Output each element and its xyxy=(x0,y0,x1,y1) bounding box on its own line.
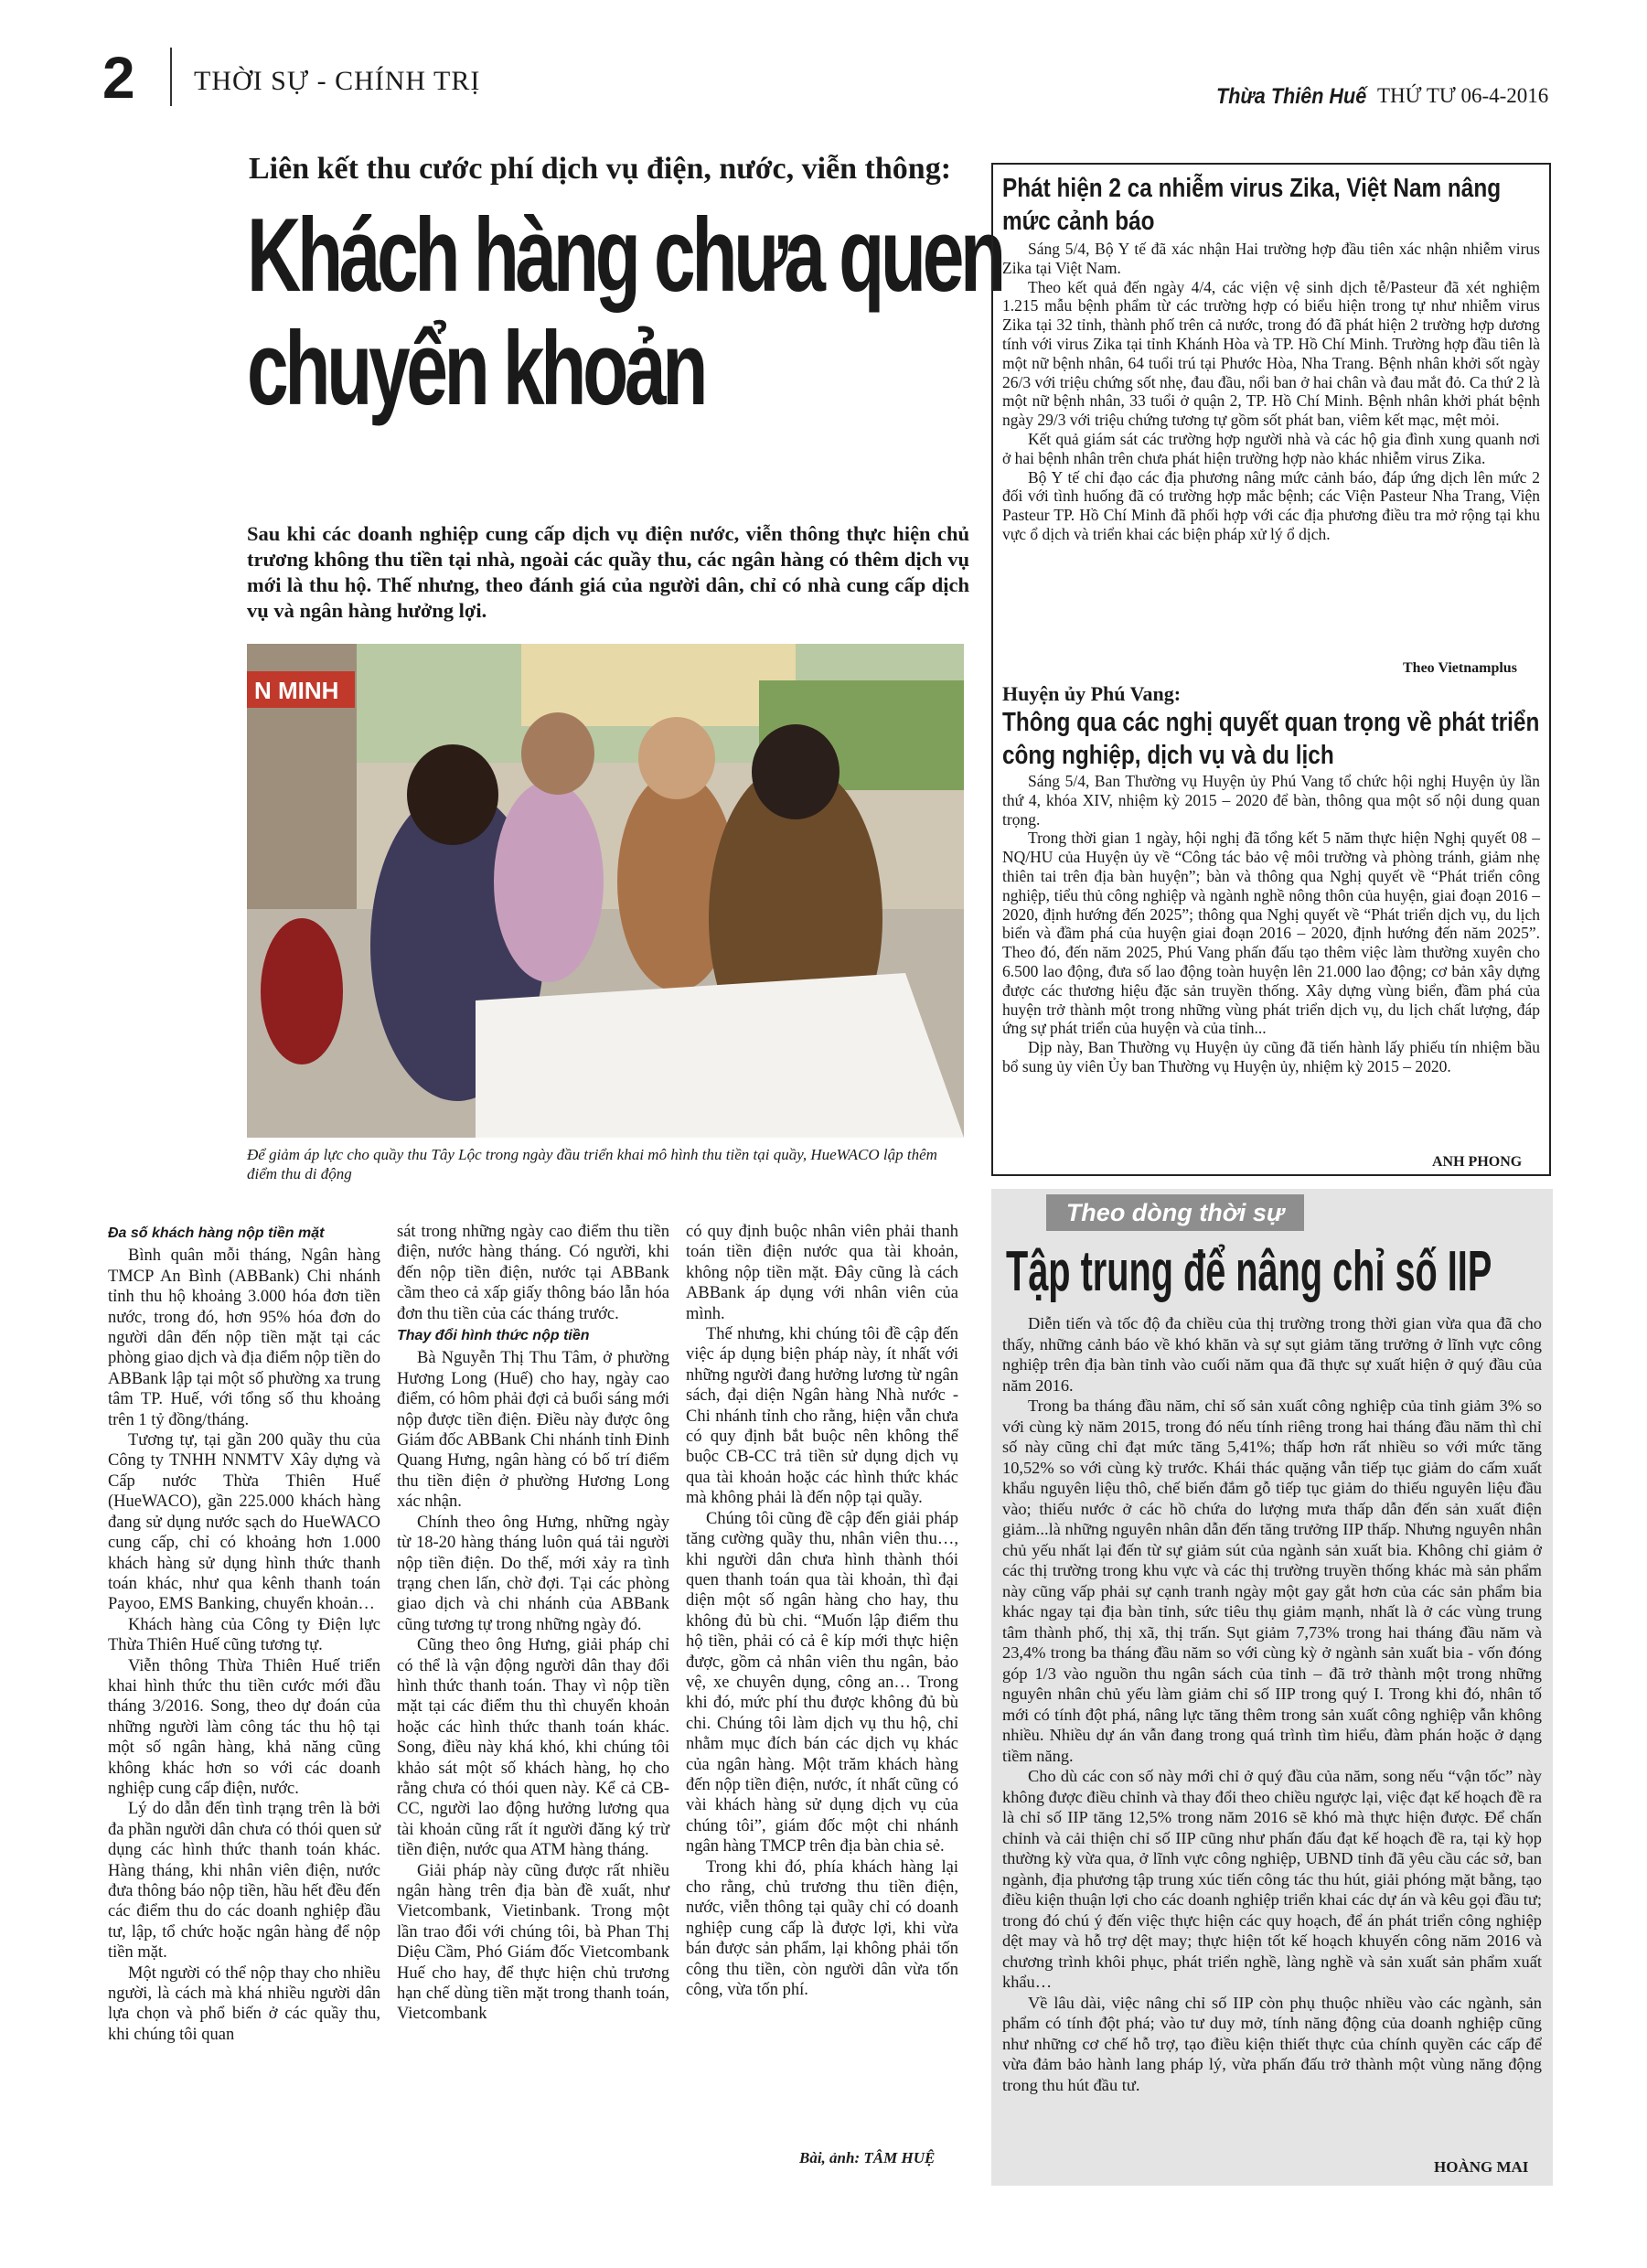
paragraph: Dịp này, Ban Thường vụ Huyện ủy cũng đã tiến hành lấy phiếu tín nhiệm bầu bổ sung ủy viên Ủy ban Thường vụ Huyện ủy, nhiệm kỳ 2015 – 2020. xyxy=(1002,1038,1540,1075)
article-byline: Bài, ảnh: TÂM HUỆ xyxy=(799,2149,936,2166)
commentary-tag: Theo dòng thời sự xyxy=(1046,1194,1304,1231)
commentary-body xyxy=(1002,1313,1542,2095)
paragraph: Tương tự, tại gần 200 quầy thu của Công ty TNHH NNMTV Xây dựng và Cấp nước Thừa Thiên Huế (HueWACO), gần 225.000 khách hàng đang sử dụng nước sạch do HueWACO cung cấp, chỉ có khoảng hơn 1.000 khách hàng sử dụng hình thức thanh toán khác, như qua kênh thanh toán Payoo, EMS Banking, chuyển khoản… xyxy=(108,1431,380,1614)
headline-line-1: Khách hàng chưa quen xyxy=(247,198,1002,314)
paragraph: Một người có thể nộp thay cho nhiều người, là cách mà khá nhiều người dân lựa chọn và phổ biến ở các quầy thu, khi chúng tôi quan xyxy=(108,1963,380,2044)
page-number: 2 xyxy=(102,45,135,111)
shop-sign: N MINH xyxy=(254,677,339,704)
article-photo xyxy=(247,644,964,1138)
paragraph: Chúng tôi cũng đề cập đến giải pháp tăng cường quầy thu, nhân viên thu…, khi người dân chưa hình thành thói quen thanh toán qua tài khoản, thì đại diện một số ngân hàng cho hay, thu không đủ bù chi. “Muốn lập điểm thu hộ tiền, phải có cả ê kíp mới thực hiện được, gồm cả nhân viên thu ngân, bảo vệ, xe chuyên dụng, công an… Trong khi đó, mức phí thu được không đủ bù chi. Chúng tôi làm dịch vụ thu hộ, chỉ nhằm mục đích bán các dịch vụ khác của ngân hàng. Một trăm khách hàng đến nộp tiền điện, nước, ít nhất cũng có vài khách hàng sử dụng dịch vụ của chúng tôi”, giám đốc một chi nhánh ngân hàng TMCP trên địa bàn chia sẻ. xyxy=(686,1509,958,1856)
section-title: THỜI SỰ - CHÍNH TRỊ xyxy=(194,66,481,96)
article-lead: Sau khi các doanh nghiệp cung cấp dịch vụ điện nước, viễn thông thực hiện chủ trương không thu tiền tại nhà, ngoài các quầy thu, các ngân hàng có thêm dịch vụ mới là thu hộ. Thế nhưng, theo đánh giá của người dân, chỉ có nhà cung cấp dịch vụ và ngân hàng hưởng lợi. xyxy=(247,522,969,622)
newspaper-name: Thừa Thiên Huế xyxy=(1216,84,1367,109)
paragraph: Trong thời gian 1 ngày, hội nghị đã tổng kết 5 năm thực hiện Nghị quyết 08 – NQ/HU của Huyện ủy về “Công tác bảo vệ môi trường và phòng tránh, giảm nhẹ thiên tai trên địa bàn huyện”; bàn và thông qua Nghị quyết về “Phát triển công nghiệp, tiểu thủ công nghiệp và ngành nghề nông thôn của huyện, giai đoạn 2016 – 2020, định hướng đến 2025”; thông qua Nghị quyết về “Phát triển dịch vụ, du lịch biển và đầm phá của huyện giai đoạn 2016 – 2020, định hướng đến năm 2025”. Theo đó, đến năm 2025, Phú Vang phấn đấu tạo thêm việc làm thường xuyên cho 6.500 lao động, đưa số lao động toàn huyện lên 21.000 lao động; cơ bản xây dựng được các thương hiệu đặc sản truyền thống. Xây dựng vùng biển, đầm phá của huyện trở thành một trong những vùng phát triển dịch vụ, du lịch chất lượng, đáp ứng sự phát triển của huyện và của tỉnh... xyxy=(1002,829,1540,1038)
article-headline xyxy=(247,198,1002,427)
phu-vang-body xyxy=(1002,772,1540,1076)
paragraph: Giải pháp này cũng được rất nhiều ngân hàng trên địa bàn đề xuất, như Vietcombank, Vietinbank. Trong một lần trao đổi với chúng tôi, bà Phan Thị Diệu Cầm, Phó Giám đốc Vietcombank Huế cho hay, để thực hiện chủ trương hạn chế dùng tiền mặt trong thanh toán, Vietcombank xyxy=(397,1861,669,2024)
phu-vang-credit: ANH PHONG xyxy=(1432,1154,1523,1170)
paragraph: Chính theo ông Hưng, những ngày từ 18-20 hàng tháng luôn quá tải người nộp tiền điện. Do thế, mới xảy ra tình trạng chen lấn, chờ đợi. Tại các phòng giao dịch và chi nhánh của ABBank cũng tương tự trong những ngày đó. xyxy=(397,1513,669,1634)
phu-vang-kicker: Huyện ủy Phú Vang: xyxy=(1002,682,1182,705)
paragraph: Bộ Y tế chỉ đạo các địa phương nâng mức cảnh báo, đáp ứng dịch lên mức 2 đối với tình huống đã có trường hợp mắc bệnh; các Viện Pasteur Nha Trang, Viện Pasteur TP. Hồ Chí Minh đã phối hợp với các địa phương điều tra mở rộng tại khu vực ổ dịch và triển khai các biện pháp xử lý ổ dịch. xyxy=(1002,467,1540,543)
paragraph: Bình quân mỗi tháng, Ngân hàng TMCP An Bình (ABBank) Chi nhánh tỉnh thu hộ khoảng 3.000 hóa đơn tiền nước, trong đó, hơn 95% hóa đơn do người dân đến nộp tiền mặt tại các phòng giao dịch và địa điểm nộp tiền do ABBank lập tại một số phường xa trung tâm TP. Huế, với tổng số thu khoảng trên 1 tỷ đồng/tháng. xyxy=(108,1246,380,1429)
paragraph: Trong khi đó, phía khách hàng lại cho rằng, chủ trương thu tiền điện, nước, viễn thông tại quầy chỉ có doanh nghiệp cung cấp là được lợi, khi vừa bán được sản phẩm, lại không phải tốn công thu tiền, còn người dân vừa tốn công, vừa tốn phí. xyxy=(686,1857,958,2000)
header-divider xyxy=(170,48,172,106)
paragraph: Viễn thông Thừa Thiên Huế triển khai hình thức thu tiền cước mới đầu tháng 3/2016. Song, theo dự đoán của những người làm công tác thu hộ tại một số ngân hàng, khả năng cũng không khác hơn so với các doanh nghiệp cung cấp điện, nước. xyxy=(108,1656,380,1798)
article-column-3 xyxy=(686,1222,958,2000)
paragraph: Về lâu dài, việc nâng chỉ số IIP còn phụ thuộc nhiều vào các ngành, sản phẩm có tính đột phá; vào tư duy mở, tính năng động của doanh nghiệp cũng như những cơ chế hỗ trợ, tạo điều kiện thiết thực của chính quyền các cấp để vừa đảm bảo hành lang pháp lý, vừa phấn đấu trở thành một vùng năng động trong thu hút đầu tư. xyxy=(1002,1993,1542,2094)
paragraph: Cũng theo ông Hưng, giải pháp chỉ có thể là vận động người dân thay đổi hình thức thanh toán. Thay vì nộp tiền mặt tại các điểm thu thì chuyển khoản hoặc các hình thức thanh toán khác. Song, điều này khá khó, khi chúng tôi khảo sát một số khách hàng, họ cho rằng chưa có thói quen này. Kể cả CB-CC, người lao động hưởng lương qua tài khoản cũng rất ít người đăng ký trừ tiền điện, nước qua ATM hàng tháng. xyxy=(397,1636,669,1860)
headline-line-2: chuyển khoản xyxy=(247,311,705,427)
photo-illustration xyxy=(247,644,964,1138)
photo-caption: Để giảm áp lực cho quầy thu Tây Lộc trong ngày đầu triển khai mô hình thu tiền tại quầy, HueWACO lập thêm điểm thu di động xyxy=(247,1146,937,1182)
paragraph: Theo kết quả đến ngày 4/4, các viện vệ sinh dịch tễ/Pasteur đã xét nghiệm 1.215 mẫu bệnh phẩm từ các trường hợp có biểu hiện trong tự như nhiễm virus Zika tại 32 tỉnh, thành phố trên cả nước, trong đó đã phát hiện 2 trường hợp dương tính với virus Zika tại tỉnh Khánh Hòa và TP. Hồ Chí Minh. Trường hợp đầu tiên là một nữ bệnh nhân, 64 tuổi trú tại Phước Hòa, Nha Trang. Bệnh nhân khởi sốt ngày 26/3 với triệu chứng sốt nhẹ, đau đầu, nổi ban ở hai chân và đau mắt đỏ. Ca thứ 2 là một nữ bệnh nhân, 33 tuổi ở quận 2, TP. Hồ Chí Minh. Bệnh nhân khởi phát bệnh ngày 29/3 với triệu chứng tương tự gồm sốt phát ban, viêm kết mạc, mệt mỏi. xyxy=(1002,277,1540,430)
paragraph: Lý do dẫn đến tình trạng trên là bởi đa phần người dân chưa có thói quen sử dụng các hình thức thanh toán khác. Hàng tháng, khi nhân viên điện, nước đưa thông báo nộp tiền, hầu hết đều đến các điểm thu do các doanh nghiệp đầu tư, lập, tổ chức hoặc ngân hàng để nộp tiền mặt. xyxy=(108,1800,380,1963)
paragraph: Khách hàng của Công ty Điện lực Thừa Thiên Huế cũng tương tự. xyxy=(108,1615,380,1655)
commentary-headline: Tập trung để nâng chỉ số IIP xyxy=(1006,1240,1492,1303)
article-column-1 xyxy=(108,1222,380,2045)
zika-headline: Phát hiện 2 ca nhiễm virus Zika, Việt Nam nâng mức cảnh báo xyxy=(1002,174,1502,236)
paragraph: Sáng 5/4, Ban Thường vụ Huyện ủy Phú Vang tổ chức hội nghị Huyện ủy lần thứ 4, khóa XIV, nhiệm kỳ 2015 – 2020 để bàn, thông qua một số nội dung quan trọng. xyxy=(1002,772,1540,829)
paragraph: Cho dù các con số này mới chỉ ở quý đầu của năm, song nếu “vận tốc” này không được điều chỉnh và thay đổi theo chiều ngược lại, việc đạt kế hoạch đề ra là chỉ số IIP tăng 12,5% trong năm 2016 sẽ khó mà thực hiện được. Để chấn chỉnh và cải thiện chỉ số IIP cũng như phấn đấu đạt kế hoạch đề ra, tại kỳ họp thường kỳ vừa qua, ở lĩnh vực công nghiệp, UBND tỉnh đã yêu cầu các sở, ban ngành, địa phương tập trung xúc tiến công tác thu hút, giải phóng mặt bằng, tạo điều kiện thuận lợi cho các doanh nghiệp triển khai các dự án và kêu gọi đầu tư; trong đó chú ý đến việc thực hiện các quy hoạch, để án phát triển công nghiệp dệt may và hỗ trợ dệt may; thực hiện tốt kế hoạch khuyến công năm 2016 và chương trình khôi phục, phát triển nghề, làng nghề và sản xuất sản phẩm xuất khẩu… xyxy=(1002,1767,1542,1991)
paragraph: Diễn tiến và tốc độ đa chiều của thị trường trong thời gian vừa qua đã cho thấy, những cảnh báo về khó khăn và sự sụt giảm tăng trưởng ở lĩnh vực công nghiệp trên địa bàn tỉnh vào cuối năm qua đã thực sự xuất hiện ở quý đầu của năm 2016. xyxy=(1002,1314,1542,1395)
phu-vang-headline: Thông qua các nghị quyết quan trọng về phát triển công nghiệp, dịch vụ và du lịch xyxy=(1002,708,1540,770)
issue-date: THỨ TƯ 06-4-2016 xyxy=(1377,84,1549,107)
paragraph: Bà Nguyễn Thị Thu Tâm, ở phường Hương Long (Huế) cho hay, ngày cao điểm, có hôm phải đợi cả buổi sáng mới nộp được tiền điện. Điều này được ông Giám đốc ABBank Chi nhánh tỉnh Đinh Quang Hưng, ngân hàng có bố trí điểm thu tiền điện ở phường Hương Long xác nhận. xyxy=(397,1349,669,1512)
article-kicker: Liên kết thu cước phí dịch vụ điện, nước, viễn thông: xyxy=(249,152,952,186)
paragraph: Thế nhưng, khi chúng tôi đề cập đến việc áp dụng biện pháp này, ít nhất với những người đang hưởng lương từ ngân sách, đại diện Ngân hàng Nhà nước - Chi nhánh tỉnh cho rằng, hiện vẫn chưa có quy định bắt buộc nên không thể buộc CB-CC trả tiền sử dụng dịch vụ qua tài khoản hoặc các hình thức khác mà không phải là đến nộp tại quầy. xyxy=(686,1325,958,1508)
zika-body xyxy=(1002,240,1540,544)
paragraph: có quy định buộc nhân viên phải thanh toán tiền điện nước qua tài khoản, không nộp tiền mặt. Đây cũng là cách ABBank áp dụng với nhân viên của mình. xyxy=(686,1223,958,1323)
paragraph: Sáng 5/4, Bộ Y tế đã xác nhận Hai trường hợp đầu tiên xác nhận nhiễm virus Zika tại Việt Nam. xyxy=(1002,240,1540,277)
paragraph: Kết quả giám sát các trường hợp người nhà và các hộ gia đình xung quanh nơi ở hai bệnh nhân trên chưa phát hiện trường hợp nào khác nhiễm virus Zika. xyxy=(1002,429,1540,467)
zika-credit: Theo Vietnamplus xyxy=(1403,660,1517,676)
paragraph: Trong ba tháng đầu năm, chỉ số sản xuất công nghiệp của tỉnh giảm 3% so với cùng kỳ năm 2015, trong đó nếu tính riêng trong hai tháng đầu năm thì chỉ số này cũng chỉ đạt mức tăng 5,41%; thấp hơn rất nhiều so với mức tăng 10,52% so với cùng kỳ trước. Khái thác quặng vẫn tiếp tục giảm do cấm xuất khẩu nguyên liệu thô, chế biến đắm gỗ tiếp tục giảm do thiếu nguyên liệu đầu vào; thiếu nước ở các hồ chứa do lượng mưa thấp dẫn đến sản xuất điện giảm...là những nguyên nhân dẫn đến tăng trưởng IIP thấp. Nhưng nguyên nhân chủ yếu nhất lại đến từ sự giảm sút của ngành sản xuất bia. Không chỉ giảm ở các thị trường trong khu vực và các thị trường truyền thống khác mà sản phẩm này cũng vấp phải sự cạnh tranh ngày một gay gắt hơn của các sản phẩm bia khác ngay tại địa bàn tỉnh, sức tiêu thụ giảm mạnh, nhất là ở các vùng trung tâm thành phố, thị xã, thị trấn. Sụt giảm 7,73% trong hai tháng đầu năm và 23,4% trong ba tháng đầu năm so với cùng kỳ ở ngành sản xuất bia - vốn đóng góp 1/3 vào nguồn thu ngân sách của tỉnh – đã trở thành một trong những nguyên nhân chủ yếu làm giảm chỉ số IIP trong quý I. Trong khi đó, nhân tố mới có tính đột phá, nâng lực tăng thêm trong sản xuất công nghiệp vẫn không nhiều. Nhiều dự án vẫn đang trong quá trình tìm hiểu, đàm phán hoặc ở dạng tiềm năng. xyxy=(1002,1396,1542,1765)
subheading: Thay đổi hình thức nộp tiền xyxy=(397,1328,590,1344)
paragraph: sát trong những ngày cao điểm thu tiền điện, nước hàng tháng. Có người, khi đến nộp tiền điện, nước tại ABBank cầm theo cả xấp giấy thông báo lẫn hóa đơn thu tiền của các tháng trước. xyxy=(397,1223,669,1323)
commentary-credit: HOÀNG MAI xyxy=(1434,2158,1529,2176)
subheading: Đa số khách hàng nộp tiền mặt xyxy=(108,1225,325,1241)
article-column-2 xyxy=(397,1222,669,2025)
